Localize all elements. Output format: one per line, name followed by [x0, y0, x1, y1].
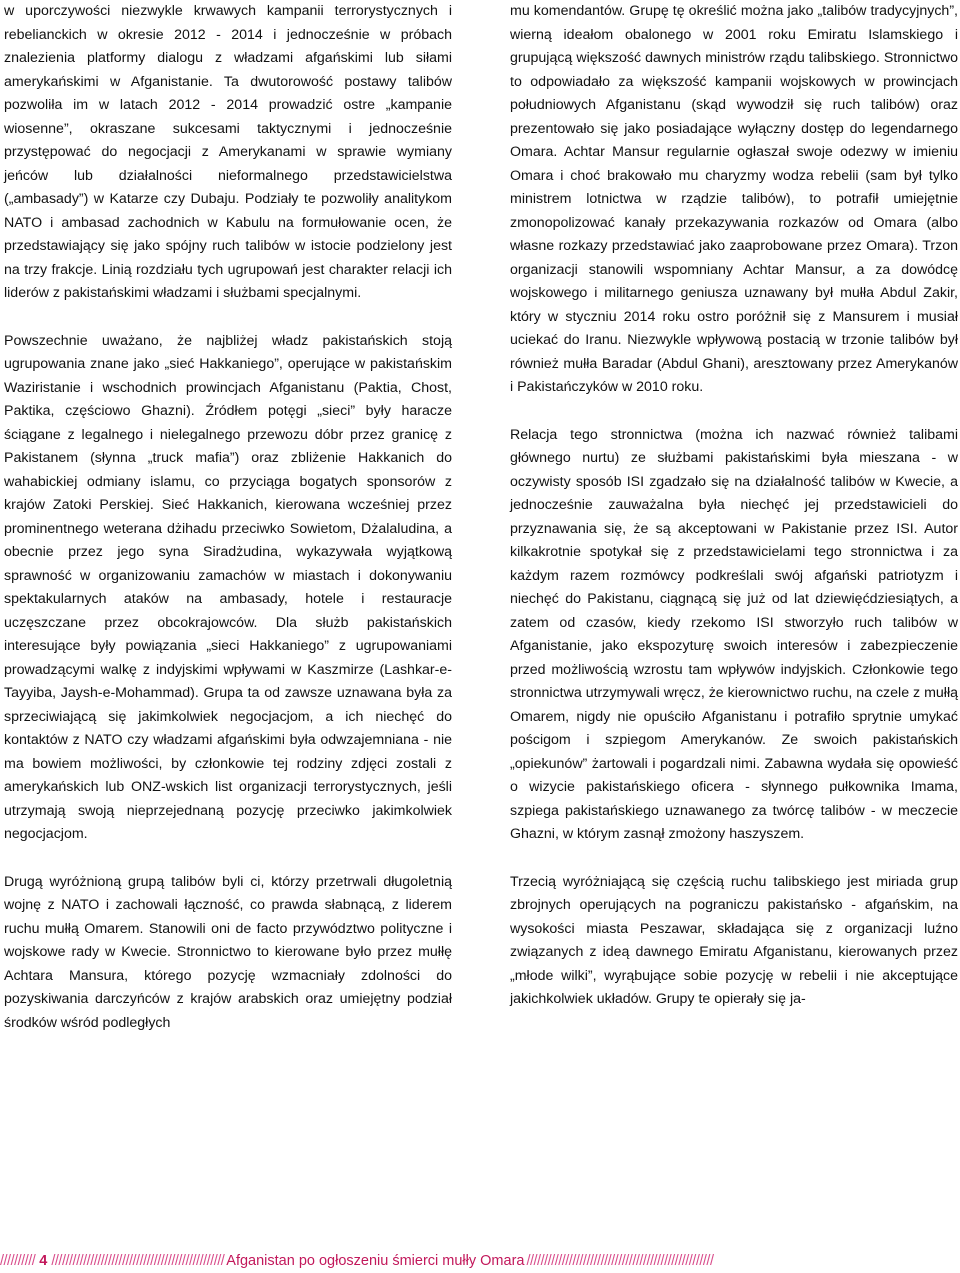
page-footer: [0, 1251, 960, 1271]
paragraph: Trzecią wyróżniającą się częścią ruchu talibskiego jest miriada grup zbrojnych operujących na pograniczu pakistańsko - afgańskim, na wysokości miasta Peszawar, składająca się z organizacji luźno związanych z ideą dawnego Emiratu Afganistanu, kierowanych przez „młode wilki”, wyrąbujące sobie pozycję w rebelii i nie akceptujące jakichkolwiek układów. Grupy te opierały się ja-: [510, 873, 958, 1007]
paragraph: Drugą wyróżnioną grupą talibów byli ci, którzy przetrwali długoletnią wojnę z NATO i zachowali łączność, co prawda słabnącą, z liderem ruchu mułłą Omarem. Stanowili oni de facto przywództwo polityczne i wojskowe rady w Kwecie. Stronnictwo to kierowane było przez mułłę Achtara Mansura, którego pozycję wzmacniały zdolności do pozyskiwania darczyńców z krajów arabskich oraz umiejętny podział środków wśród podległych: [4, 873, 452, 1031]
paragraph: Relacja tego stronnictwa (można ich nazwać również talibami głównego nurtu) ze służbami pakistańskimi była mieszana - w oczywisty sposób ISI zgadzało się na działalność talibów w Kwecie, a jednocześnie zauważalna była niechęć jej przedstawicieli do przyznawania się, że są akceptowani w Pakistanie przez ISI. Autor kilkakrotnie spotykał się z przedstawicielami tego stronnictwa i za każdym razem rozmówcy podkreślali swój afgański patriotyzm i niechęć do Pakistanu, ciągnącą się już od lat dziewięćdziesiątych, a zatem od czasów, kiedy rzekomo ISI stworzyło ruch talibów w Afganistanie, jako ekspozyturę swoich interesów i zabezpieczenie przed możliwością wzrostu tam wpływów indyjskich. Członkowie tego stronnictwa utrzymywali wręcz, że kierownictwo ruchu, na czele z mułłą Omarem, nigdy nie opuściło Afganistanu i potrafiło sprytnie umykać pościgom i szpiegom Amerykanów. Ze swoich pakistańskich „opiekunów” żartowali i pogardzali nimi. Zabawna wydała się opowieść o wizycie pakistańskiego oficera - słynnego pułkownika Imama, szpiega pakistańskiego uznawanego za twórcę talibów - w meczecie Ghazni, w którym zasnął zmożony haszyszem.: [510, 426, 958, 842]
running-title: Afganistan po ogłoszeniu śmierci mułły Omara: [226, 1253, 525, 1269]
footer-decoration: //////////: [0, 1253, 36, 1269]
footer-decoration: /////////////////////////////////////////////////: [51, 1253, 225, 1269]
right-column: [510, 0, 958, 1036]
paragraph: Powszechnie uważano, że najbliżej władz pakistańskich stoją ugrupowania znane jako „sieć Hakkaniego”, operujące w pakistańskim Waziristanie i wschodnich prowincjach Afganistanu (Paktia, Chost, Paktika, częściowo Ghazni). Źródłem potęgi „sieci” były haracze ściągane z legalnego i nielegalnego przewozu dóbr przez granicę z Pakistanem (słynna „truck mafia”) oraz zbliżenie Hakkanich do wahabickiej odmiany islamu, co przyciąga bogatych sponsorów z krajów Zatoki Perskiej. Sieć Hakkanich, kierowana wcześniej przez prominentnego weterana dżihadu przeciwko Sowietom, Dżalaludina, a obecnie przez jego syna Siradżudina, wykazywała wyjątkową sprawność w organizowaniu zamachów w miastach i dokonywaniu spektakularnych ataków na ambasady, hotele i restauracje uczęszczane przez obcokrajowców. Dla służb pakistańskich interesujące były powiązania „sieci Hakkaniego” z ugrupowaniami prowadzącymi walkę z indyjskimi wpływami w Kaszmirze (Lashkar-e-Tayyiba, Jaysh-e-Mohammad). Grupa ta od zawsze uznawana była za sprzeciwiającą się jakimkolwiek negocjacjom, a ich niechęć do kontaktów z NATO czy władzami afgańskimi była odwzajemniana - nie ma bowiem możliwości, by członkowie tej rodziny zdjęci zostali z amerykańskich lub ONZ-wskich list organizacji terrorystycznych, jeśli utrzymają swoją nieprzejednaną pozycję przeciwko jakimkolwiek negocjacjom.: [4, 332, 452, 842]
footer-decoration: /////////////////////////////////////////////////////: [526, 1253, 714, 1269]
left-column: [4, 0, 452, 1059]
paragraph: w uporczywości niezwykle krwawych kampanii terrorystycznych i rebelianckich w okresie 2012 - 2014 i jednocześnie w próbach znalezienia platformy dialogu z władzami afgańskimi lub siłami amerykańskimi w Afganistanie. Ta dwutorowość postawy talibów pozwoliła im w latach 2012 - 2014 prowadzić ostre „kampanie wiosenne”, okraszane sukcesami taktycznymi i jednocześnie przystępować do negocjacji z Amerykanami w sprawie wymiany jeńców lub działalności nieformalnego przedstawicielstwa („ambasady”) w Katarze czy Dubaju. Podziały te pozwoliły analitykom NATO i ambasad zachodnich w Kabulu na formułowanie ocen, że przedstawiający się jako spójny ruch talibów w istocie podzielony jest na trzy frakcje. Linią rozdziału tych ugrupowań jest charakter relacji ich liderów z pakistańskimi władzami i służbami specjalnymi.: [4, 3, 452, 301]
page-number: 4: [39, 1253, 48, 1269]
paragraph: mu komendantów. Grupę tę określić można jako „talibów tradycyjnych”, wierną ideałom obalonego w 2001 roku Emiratu Islamskiego i grupującą większość dawnych ministrów rządu talibskiego. Stronnictwo to odpowiadało za większość kampanii wojskowych w prowincjach południowych Afganistanu (skąd wywodził się ruch talibów) oraz prezentowało się jako posiadające wyłączny dostęp do legendarnego Omara. Achtar Mansur regularnie ogłaszał swoje odezwy w imieniu Omara i choć brakowało mu charyzmy wodza rebelii (sam był tylko ministrem lotnictwa w rządzie talibów), to potrafił umiejętnie zmonopolizować kanały przekazywania rozkazów od Omara (albo własne rozkazy przedstawiać jako zaaprobowane przez Omara). Trzon organizacji stanowili wspomniany Achtar Mansur, a za dowódcę wojskowego i militarnego geniusza uznawany był mułła Abdul Zakir, który w styczniu 2014 roku ostro poróżnił się z Mansurem i musiał uciekać do Iranu. Niezwykle wpływową postacią w trzonie talibów był również mułła Baradar (Abdul Ghani), aresztowany przez Amerykanów i Pakistańczyków w 2010 roku.: [510, 3, 958, 395]
